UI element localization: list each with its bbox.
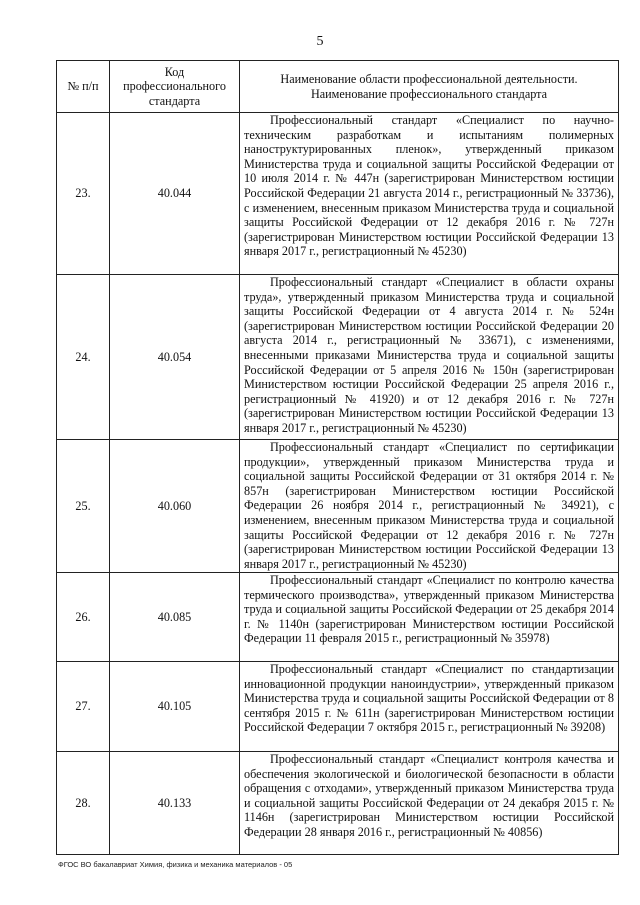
row-number: 23. (57, 113, 110, 275)
header-number: № п/п (57, 61, 110, 113)
header-code: Код профессионального стандарта (110, 61, 240, 113)
row-standard-cell (240, 662, 619, 752)
row-standard-cell (240, 752, 619, 855)
row-standard-text: Профессиональный стандарт «Специалист по научно-техническим разработкам и испытаниям полимерных наноструктурированных пленок», утвержденный приказом Министерства труда и социальной защиты Российской Федерации от 10 июля 2014 г. № 447н (зарегистрирован Министерством юстиции Российской Федерации 21 августа 2014 г., регистрационный № 33736), с изменением, внесенным приказом Министерства труда и социальной защиты Российской Федерации от 12 декабря 2016 г. № 727н (зарегистрирован Министерством юстиции Российской Федерации 13 января 2017 г., регистрационный № 45230) (244, 113, 614, 259)
row-code: 40.060 (110, 440, 240, 573)
header-name (240, 61, 619, 113)
page-number: 5 (316, 34, 324, 49)
header-name-line2: Наименование профессионального стандарта (310, 86, 548, 101)
row-code: 40.054 (110, 275, 240, 440)
professional-standards-table (56, 60, 619, 855)
table-row (57, 573, 619, 662)
row-standard-text: Профессиональный стандарт «Специалист по контролю качества термического производства», утвержденный приказом Министерства труда и социальной защиты Российской Федерации от 25 декабря 2014 г. № 1140н (зарегистрирован Министерством юстиции Российской Федерации 11 февраля 2015 г., регистрационный № 35978) (244, 573, 614, 646)
table-row (57, 275, 619, 440)
row-standard-text: Профессиональный стандарт «Специалист в области охраны труда», утвержденный приказом Министерства труда и социальной защиты Российской Федерации от 4 августа 2014 г. № 524н (зарегистрирован Министерством юстиции Российской Федерации 20 августа 2014 г., регистрационный № 33671), с изменениями, внесенными приказами Министерства труда и социальной защиты Российской Федерации от 5 апреля 2016 № 150н (зарегистрирован Министерством юстиции Российской Федерации 25 апреля 2016 г., регистрационный № 41920) и от 12 декабря 2016 г. № 727н (зарегистрирован Министерством юстиции Российской Федерации 13 января 2017 г., регистрационный № 45230) (244, 275, 614, 435)
row-number: 25. (57, 440, 110, 573)
row-number: 27. (57, 662, 110, 752)
document-footer: ФГОС ВО бакалавриат Химия, физика и механика материалов - 05 (58, 860, 293, 869)
row-code: 40.133 (110, 752, 240, 855)
row-code: 40.105 (110, 662, 240, 752)
table-row (57, 440, 619, 573)
row-code: 40.085 (110, 573, 240, 662)
row-standard-text: Профессиональный стандарт «Специалист по сертификации продукции», утвержденный приказом Министерства труда и социальной защиты Российской Федерации от 31 октября 2014 г. № 857н (зарегистрирован Министерством юстиции Российской Федерации 26 ноября 2014 г., регистрационный № 34921), с изменением, внесенным приказом Министерства труда и социальной защиты Российской Федерации от 12 декабря 2016 г. № 727н (зарегистрирован Министерством юстиции Российской Федерации 13 января 2017 г., регистрационный № 45230) (244, 440, 614, 571)
row-standard-cell (240, 440, 619, 573)
row-standard-text: Профессиональный стандарт «Специалист по стандартизации инновационной продукции наноиндустрии», утвержденный приказом Министерства труда и социальной защиты Российской Федерации от 8 сентября 2015 г. № 611н (зарегистрирован Министерством юстиции Российской Федерации 7 октября 2015 г., регистрационный № 39208) (244, 662, 614, 735)
row-standard-cell (240, 113, 619, 275)
row-standard-text: Профессиональный стандарт «Специалист контроля качества и обеспечения экологической и биологической безопасности в области обращения с отходами», утвержденный приказом Министерства труда и социальной защиты Российской Федерации от 24 декабря 2015 г. № 1146н (зарегистрирован Министерством юстиции Российской Федерации 28 января 2016 г., регистрационный № 40856) (244, 752, 614, 839)
row-standard-cell (240, 573, 619, 662)
row-number: 28. (57, 752, 110, 855)
header-name-line1: Наименование области профессиональной деятельности. (280, 71, 578, 86)
table-row (57, 662, 619, 752)
row-number: 26. (57, 573, 110, 662)
table-row (57, 113, 619, 275)
row-standard-cell (240, 275, 619, 440)
table-header-row (57, 61, 619, 113)
table-row (57, 752, 619, 855)
row-code: 40.044 (110, 113, 240, 275)
row-number: 24. (57, 275, 110, 440)
